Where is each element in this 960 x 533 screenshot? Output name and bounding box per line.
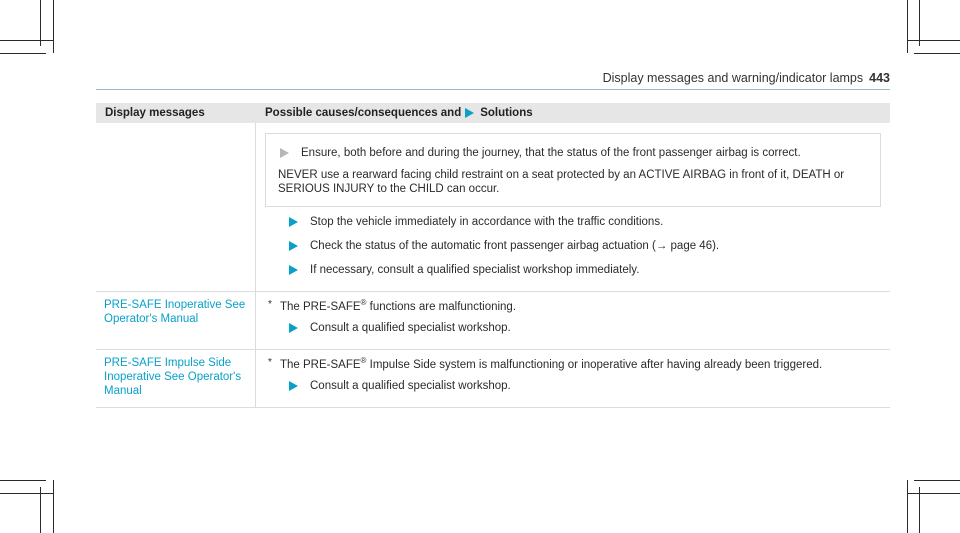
fault-text — [280, 358, 822, 372]
solution-list — [265, 377, 881, 395]
arrow-icon — [289, 381, 298, 391]
warning-text: NEVER use a rearward facing child restraint on a seat protected by an ACTIVE AIRBAG in front of it, DEATH or SERIOUS INJURY to the CHILD can occur. — [278, 169, 845, 195]
message-cell-empty — [96, 123, 256, 291]
header-solutions-label: Solutions — [480, 107, 533, 119]
fault-text — [280, 300, 516, 314]
list-item-text: Consult a qualified specialist workshop. — [310, 380, 511, 392]
solution-list — [265, 213, 881, 279]
solution-cell — [256, 123, 890, 291]
arrow-icon — [280, 148, 289, 158]
list-item-text: Stop the vehicle immediately in accordance with the traffic conditions. — [310, 216, 664, 228]
solution-list — [265, 319, 881, 337]
display-message: PRE-SAFE Inoperative See Operator's Manual — [96, 292, 256, 349]
header-display-messages: Display messages — [105, 107, 205, 119]
table-row-continuation — [96, 123, 890, 292]
registered-mark: ® — [360, 356, 367, 366]
table-header — [96, 103, 890, 123]
fault-text-end: Impulse Side system is malfunctioning or inoperative after having already been triggered. — [366, 359, 823, 371]
list-item — [275, 213, 881, 231]
list-item-text: Check the status of the automatic front passenger airbag actuation (→ page 46). — [310, 240, 720, 252]
crop-mark — [0, 493, 53, 494]
solution-cell — [256, 292, 890, 349]
crop-mark — [53, 0, 54, 53]
list-item-text: Consult a qualified specialist workshop. — [310, 322, 511, 334]
arrow-icon — [289, 241, 298, 251]
arrow-icon — [289, 217, 298, 227]
crop-mark — [914, 53, 960, 54]
header-causes-label: Possible causes/consequences and — [265, 107, 462, 119]
list-item — [275, 237, 881, 255]
fault-text-end: functions are malfunctioning. — [366, 301, 517, 313]
arrow-icon — [289, 265, 298, 275]
crop-mark — [0, 40, 53, 41]
fault-text-start: The PRE-SAFE — [280, 359, 361, 371]
table-row — [96, 350, 890, 408]
registered-mark: ® — [360, 298, 367, 308]
page-number: 443 — [869, 71, 890, 85]
solution-cell — [256, 350, 890, 407]
fault-text-start: The PRE-SAFE — [280, 301, 361, 313]
list-item-text: Ensure, both before and during the journey, that the status of the front passenger airbag is correct. — [301, 147, 801, 159]
table-row — [96, 292, 890, 350]
list-item-text: If necessary, consult a qualified specialist workshop immediately. — [310, 264, 640, 276]
arrow-icon — [289, 323, 298, 333]
list-item — [276, 144, 870, 162]
crop-mark — [907, 0, 908, 53]
fault-description — [265, 300, 881, 314]
list-item — [275, 377, 881, 395]
footnote-star: * — [268, 357, 272, 368]
note-box — [265, 133, 881, 207]
running-head — [603, 71, 890, 85]
messages-table — [96, 103, 890, 408]
crop-mark — [907, 40, 960, 41]
list-item — [275, 261, 881, 279]
crop-mark — [0, 480, 46, 481]
display-message: PRE-SAFE Impulse Side Inoperative See Operator's Manual — [96, 350, 256, 407]
crop-mark — [0, 53, 46, 54]
list-item — [275, 319, 881, 337]
crop-mark — [907, 480, 908, 533]
crop-mark — [907, 493, 960, 494]
fault-description — [265, 358, 881, 372]
header-rule — [96, 89, 890, 90]
solution-arrow-icon — [465, 108, 474, 118]
footnote-star: * — [268, 299, 272, 310]
running-head-title: Display messages and warning/indicator lamps — [602, 71, 864, 85]
crop-mark — [53, 480, 54, 533]
crop-mark — [914, 480, 960, 481]
header-causes — [256, 107, 890, 119]
